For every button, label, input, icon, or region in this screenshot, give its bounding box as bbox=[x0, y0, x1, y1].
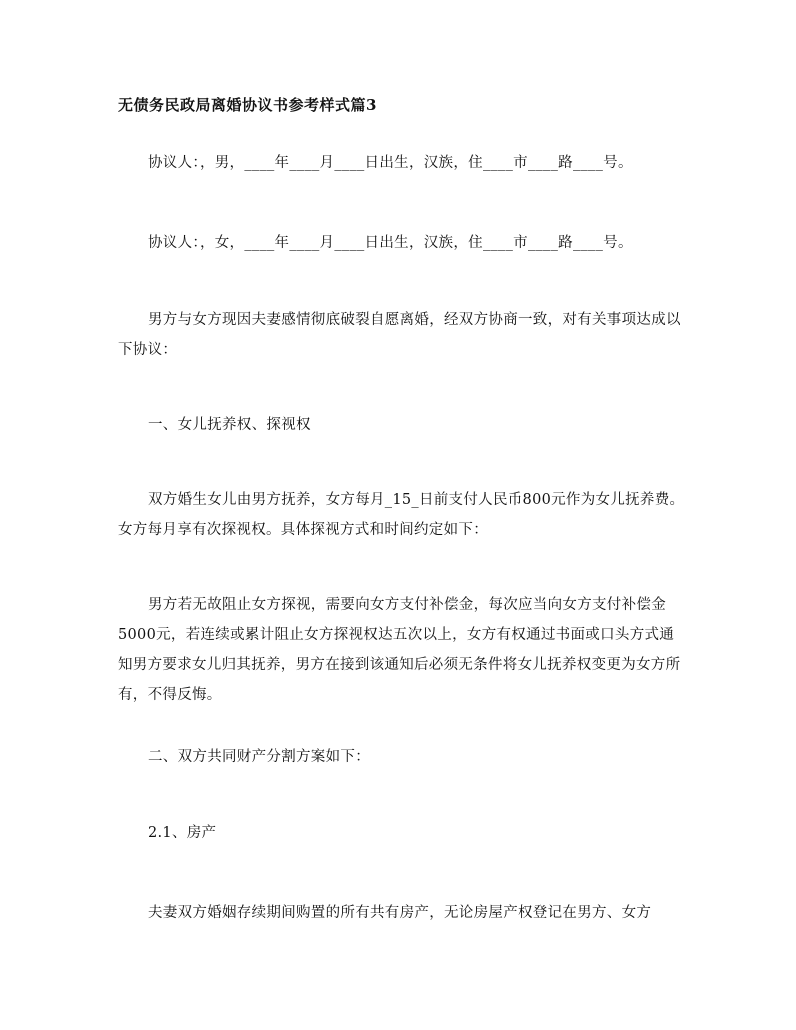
party-male-line: 协议人：，男，____年____月____日出生，汉族，住____市____路____号。 bbox=[148, 155, 633, 171]
section2-heading: 二、双方共同财产分割方案如下： bbox=[148, 749, 370, 765]
section1-paragraph-1: 双方婚生女儿由男方抚养，女方每月_15_日前支付人民币800元作为女儿抚养费。女方每月享有次探视权。具体探视方式和时间约定如下： bbox=[118, 492, 685, 538]
section2-1-paragraph-1: 夫妻双方婚姻存续期间购置的所有共有房产，无论房屋产权登记在男方、女方 bbox=[148, 905, 652, 921]
section1-paragraph-2: 男方若无故阻止女方探视，需要向女方支付补偿金，每次应当向女方支付补偿金5000元，若连续或累计阻止女方探视权达五次以上，女方有权通过书面或口头方式通知男方要求女儿归其抚养，男方在接到该通知后必须无条件将女儿抚养权变更为女方所有，不得反悔。 bbox=[118, 597, 681, 703]
section2-1-heading: 2.1、房产 bbox=[148, 825, 217, 841]
section1-heading: 一、女儿抚养权、探视权 bbox=[148, 417, 311, 433]
party-female-line: 协议人：，女，____年____月____日出生，汉族，住____市____路____号。 bbox=[148, 235, 633, 251]
intro-paragraph: 男方与女方现因夫妻感情彻底破裂自愿离婚，经双方协商一致，对有关事项达成以下协议： bbox=[118, 312, 681, 358]
document-title: 无债务民政局离婚协议书参考样式篇3 bbox=[118, 96, 377, 114]
